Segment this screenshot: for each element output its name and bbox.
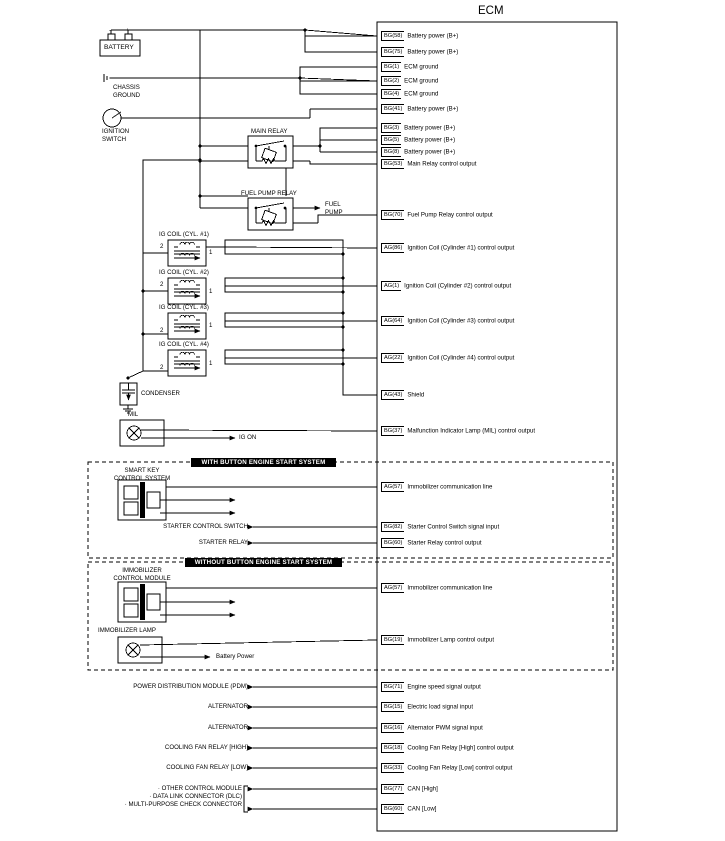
ig-coil-2-pin-2: 2 (160, 281, 164, 288)
pin-code: BG(71) (381, 682, 404, 692)
ecm-pin (381, 210, 493, 220)
chassis-ground-label (113, 84, 140, 100)
pin-desc: Immobilizer communication line (407, 584, 493, 592)
pin-desc: Electric load signal input (407, 703, 474, 711)
chassis-ground-line-1: CHASSIS (113, 84, 140, 91)
ig-coil-4-label: IG COIL (CYL. #4) (159, 341, 209, 348)
fuel-pump-label (325, 201, 343, 217)
ecm-pin (381, 804, 436, 814)
pin-code: BG(41) (381, 104, 404, 114)
ig-on-label: IG ON (239, 434, 257, 441)
pin-code: AG(1) (381, 281, 401, 291)
pin-desc: Immobilizer Lamp control output (407, 636, 495, 644)
pin-desc: Fuel Pump Relay control output (407, 211, 493, 219)
pin-code: BG(58) (381, 31, 404, 41)
pin-desc: Battery power (B+) (407, 32, 459, 40)
pin-code: BG(82) (381, 522, 404, 532)
pin-code: BG(16) (381, 723, 404, 733)
ignition-switch-line-1: IGNITION (102, 128, 130, 135)
connector-group-line-2: · DATA LINK CONNECTOR (DLC) (149, 793, 242, 800)
pin-desc: Immobilizer communication line (407, 483, 493, 491)
ecm-pin (381, 702, 473, 712)
ecm-pin (381, 723, 483, 733)
pin-code: BG(75) (381, 47, 404, 57)
pin-code: BG(19) (381, 635, 404, 645)
ig-coil-1-pin-1: 1 (209, 249, 213, 256)
pin-desc: Cooling Fan Relay [High] control output (407, 744, 514, 752)
ecm-pin (381, 426, 535, 436)
pin-code: BG(3) (381, 123, 401, 133)
ecm-pin (381, 316, 514, 326)
starter-relay-label: STARTER RELAY (198, 539, 248, 546)
pin-code: BG(60) (381, 538, 404, 548)
pin-code: BG(8) (381, 147, 401, 157)
fuel-pump-relay-label: FUEL PUMP RELAY (241, 190, 297, 197)
pin-desc: Battery power (B+) (404, 148, 456, 156)
fuel-pump-line-2: PUMP (325, 209, 343, 216)
fuel-pump-line-1: FUEL (325, 201, 341, 208)
connector-group-labels (80, 785, 242, 809)
ig-coil-3-label: IG COIL (CYL. #3) (159, 304, 209, 311)
battery-positive-terminal-label: + (126, 27, 130, 34)
pin-code: AG(43) (381, 390, 404, 400)
pin-desc: ECM ground (404, 63, 439, 71)
ig-coil-4-pin-1: 1 (209, 360, 213, 367)
ecm-pin (381, 522, 499, 532)
ecm-pin (381, 62, 438, 72)
pin-desc: CAN [High] (407, 785, 438, 793)
ecm-pin (381, 147, 455, 157)
immobilizer-line-1: IMMOBILIZER (122, 567, 162, 574)
pin-desc: Main Relay control output (407, 160, 477, 168)
pin-desc: Shield (407, 391, 425, 399)
pin-code: BG(5) (381, 135, 401, 145)
pin-desc: ECM ground (404, 90, 439, 98)
pin-desc: Battery power (B+) (404, 136, 456, 144)
device-label-cooling-fan-relay-low: COOLING FAN RELAY [LOW] (166, 764, 248, 771)
connector-group-line-1: · OTHER CONTROL MODULE (157, 785, 242, 792)
pin-code: BG(37) (381, 426, 404, 436)
ecm-pin (381, 281, 511, 291)
ecm-pin (381, 784, 438, 794)
ecm-pin (381, 743, 514, 753)
immobilizer-control-module-label (92, 567, 192, 583)
ecm-pin (381, 135, 455, 145)
pin-desc: Ignition Coil (Cylinder #1) control output (407, 244, 515, 252)
ignition-switch-label (102, 128, 129, 144)
battery-label: BATTERY (104, 44, 134, 51)
ig-coil-1-pin-2: 2 (160, 243, 164, 250)
pin-code: BG(1) (381, 62, 401, 72)
pin-code: BG(70) (381, 210, 404, 220)
pin-desc: Starter Control Switch signal input (407, 523, 500, 531)
immobilizer-line-2: CONTROL MODULE (113, 575, 171, 582)
ecm-pin (381, 76, 438, 86)
device-label-alternator-1: ALTERNATOR (208, 703, 248, 710)
pin-desc: Battery power (B+) (407, 48, 459, 56)
pin-code: AG(86) (381, 243, 404, 253)
pin-code: BG(53) (381, 159, 404, 169)
mil-label: MIL (128, 411, 139, 418)
smart-key-control-system-label (97, 467, 187, 483)
device-label-pdm: POWER DISTRIBUTION MODULE (PDM) (133, 683, 248, 690)
pin-code: BG(77) (381, 784, 404, 794)
ecm-pin (381, 353, 514, 363)
ecm-pin (381, 482, 492, 492)
ecm-pin (381, 390, 424, 400)
ecm-pin (381, 635, 494, 645)
pin-desc: Ignition Coil (Cylinder #2) control output (404, 282, 512, 290)
without-button-start-banner: WITHOUT BUTTON ENGINE START SYSTEM (185, 558, 342, 567)
ecm-pin (381, 31, 458, 41)
ig-coil-2-pin-1: 1 (209, 288, 213, 295)
ig-coil-4-pin-2: 2 (160, 364, 164, 371)
pin-desc: Cooling Fan Relay [Low] control output (407, 764, 513, 772)
device-label-alternator-2: ALTERNATOR (208, 724, 248, 731)
pin-desc: Battery power (B+) (407, 105, 459, 113)
pin-code: BG(60) (381, 804, 404, 814)
pin-desc: ECM ground (404, 77, 439, 85)
ecm-pin (381, 583, 492, 593)
pin-code: AG(57) (381, 482, 404, 492)
pin-code: BG(33) (381, 763, 404, 773)
ecm-pin (381, 243, 514, 253)
pin-code: BG(15) (381, 702, 404, 712)
ecm-pin (381, 47, 458, 57)
pin-code: BG(18) (381, 743, 404, 753)
pin-desc: Ignition Coil (Cylinder #4) control output (407, 354, 515, 362)
pin-desc: Battery power (B+) (404, 124, 456, 132)
pin-code: AG(22) (381, 353, 404, 363)
smart-key-line-1: SMART KEY (124, 467, 160, 474)
battery-negative-terminal-label: - (109, 27, 112, 34)
ig-coil-2-label: IG COIL (CYL. #2) (159, 269, 209, 276)
pin-desc: Ignition Coil (Cylinder #3) control output (407, 317, 515, 325)
connector-group-line-3: · MULTI-PURPOSE CHECK CONNECTOR (124, 801, 242, 808)
chassis-ground-line-2: GROUND (113, 92, 141, 99)
pin-desc: Engine speed signal output (407, 683, 481, 691)
immobilizer-lamp-label: IMMOBILIZER LAMP (98, 627, 156, 634)
battery-power-label: Battery Power (216, 653, 255, 660)
pin-code: BG(2) (381, 76, 401, 86)
ig-coil-3-pin-1: 1 (209, 322, 213, 329)
ecm-pin (381, 763, 512, 773)
pin-desc: Malfunction Indicator Lamp (MIL) control output (407, 427, 536, 435)
device-label-cooling-fan-relay-high: COOLING FAN RELAY [HIGH] (164, 744, 248, 751)
ecm-pin (381, 89, 438, 99)
pin-code: BG(4) (381, 89, 401, 99)
page-title: ECM (478, 5, 504, 17)
ecm-pin (381, 682, 481, 692)
ecm-pin (381, 123, 455, 133)
pin-desc: CAN [Low] (407, 805, 437, 813)
pin-code: AG(57) (381, 583, 404, 593)
smart-key-line-2: CONTROL SYSTEM (113, 475, 171, 482)
ecm-pin (381, 538, 482, 548)
condenser-label: CONDENSER (141, 390, 180, 397)
pin-desc: Starter Relay control output (407, 539, 482, 547)
pin-code: AG(64) (381, 316, 404, 326)
with-button-start-banner: WITH BUTTON ENGINE START SYSTEM (191, 458, 336, 467)
ecm-pin (381, 159, 476, 169)
ig-coil-1-label: IG COIL (CYL. #1) (159, 231, 209, 238)
pin-desc: Alternator PWM signal input (407, 724, 483, 732)
main-relay-label: MAIN RELAY (251, 128, 288, 135)
ignition-switch-line-2: SWITCH (102, 136, 127, 143)
starter-control-switch-label: STARTER CONTROL SWITCH (163, 523, 248, 530)
ig-coil-3-pin-2: 2 (160, 327, 164, 334)
ecm-pin (381, 104, 458, 114)
